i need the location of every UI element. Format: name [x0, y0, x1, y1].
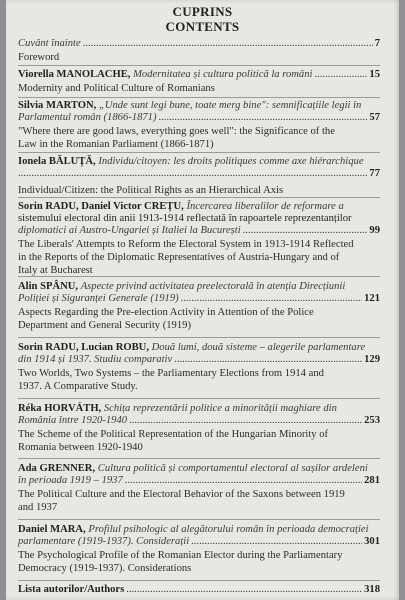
toc-entry[interactable] [18, 201, 380, 277]
separator [18, 197, 380, 198]
toc-entry-author: Sorin RADU, Daniel Victor CREȚU, [18, 201, 184, 212]
toc-entry-title: Individu/citoyen: les droits politiques comme axe hiérarchique [98, 156, 364, 167]
toc-entry-title-cont: Poliției și Siguranței Generale (1919) [18, 293, 179, 304]
toc-entry-ro [18, 415, 380, 427]
toc-entry-ro-line [18, 100, 380, 112]
leader-dots [181, 293, 362, 305]
toc-page-number: 15 [369, 69, 380, 80]
toc-entry-title: Încercarea liberalilor de reformare a [186, 201, 344, 212]
toc-entry-en-cont: 1937. A Comparative Study. [18, 381, 138, 392]
leader-dots [174, 354, 362, 366]
leader-dots [125, 475, 362, 487]
toc-entry-ro [18, 293, 380, 305]
toc-page-number: 57 [369, 112, 380, 123]
separator [18, 398, 380, 399]
toc-entry-en-cont: Law in the Romanian Parliament (1866-1871) [18, 139, 214, 150]
toc-entry-ro [18, 38, 380, 50]
toc-entry-en-cont: Italy at Bucharest [18, 265, 93, 276]
toc-page-number: 318 [364, 584, 380, 595]
toc-entry-title: Schița reprezentării politice a minorității maghiare din [103, 403, 337, 414]
toc-entry-en: The Scheme of the Political Representation of the Hungarian Minority of [18, 429, 329, 440]
toc-page-number: 129 [364, 354, 380, 365]
toc-entry-title: Cultura politică și comportamentul electoral al sașilor ardeleni [97, 463, 368, 474]
toc-page-number: 7 [374, 38, 380, 49]
toc-page-number: 301 [364, 536, 380, 547]
toc-entry-title-cont: diplomatici ai Austro-Ungariei și Italiei la București [18, 225, 241, 236]
toc-entry-en: Modernity and Political Culture of Romanians [18, 83, 215, 94]
toc-entry-title: Profilul psihologic al alegătorului român în perioada democrației [88, 524, 369, 535]
toc-entry[interactable] [18, 38, 380, 64]
leader-dots [126, 584, 362, 596]
toc-entry[interactable] [18, 100, 380, 151]
contents-title-ro: CUPRINS [172, 4, 233, 19]
toc-entry[interactable] [18, 584, 380, 596]
toc-entry-ro-line [18, 281, 380, 293]
toc-entry[interactable] [18, 156, 380, 197]
toc-entry-title: Cuvânt înainte [18, 38, 81, 49]
toc-entry[interactable] [18, 463, 380, 514]
leader-dots [83, 38, 373, 50]
toc-entry-en-cont: Romania between 1920-1940 [18, 442, 143, 453]
toc-entry-author: Alin SPÂNU, [18, 281, 79, 292]
toc-entry-author: Réka HORVÁTH, [18, 403, 102, 414]
toc-entry-ro [18, 112, 380, 124]
toc-entry-ro-line [18, 463, 380, 475]
toc-entry-en: Two Worlds, Two Systems – the Parliamentary Elections from 1914 and [18, 368, 324, 379]
toc-entry-en: Foreword [18, 52, 60, 63]
toc-entry-ro [18, 168, 380, 180]
toc-entry-author: Lista autorilor/Authors [18, 584, 125, 595]
toc-entry-ro [18, 584, 380, 596]
leader-dots [159, 112, 368, 124]
toc-entry-en: Individual/Citizen: the Political Rights as an Hierarchical Axis [18, 185, 284, 196]
leader-dots [18, 168, 367, 180]
leader-dots [129, 415, 362, 427]
separator [18, 65, 380, 66]
toc-entry-author: Ionela BĂLUȚĂ, [18, 156, 96, 167]
toc-entry-ro-line [18, 201, 380, 213]
toc-entry-author: Daniel MARA, [18, 524, 86, 535]
toc-entry[interactable] [18, 342, 380, 393]
toc-entry-author: Viorella MANOLACHE, [18, 69, 131, 80]
toc-entry-author: Silvia MARTON, [18, 100, 97, 111]
toc-entry-title-cont: parlamentare (1919-1937). Considerații [18, 536, 190, 547]
toc-entry-author: Sorin RADU, Lucian ROBU, [18, 342, 149, 353]
toc-entry-en-cont: and 1937 [18, 502, 58, 513]
separator [18, 97, 380, 98]
toc-entry-title: Modernitatea și cultura politică la români [133, 69, 313, 80]
toc-entry-ro-line [18, 156, 380, 168]
toc-entry-author: Ada GRENNER, [18, 463, 96, 474]
toc-entry-title-cont: Parlamentul român (1866-1871) [18, 112, 157, 123]
toc-entry-ro-line [18, 342, 380, 354]
toc-entry-en: The Liberals' Attempts to Reform the Electoral System in 1913-1914 Reflected [18, 239, 354, 250]
toc-entry-title: Aspecte privind activitatea preelectorală în atenția Direcțiunii [80, 281, 346, 292]
toc-entry-title: Două lumi, două sisteme – alegerile parlamentare [151, 342, 366, 353]
toc-page-number: 77 [369, 168, 380, 179]
toc-entry-en-cont: Democracy (1919-1937). Considerations [18, 563, 192, 574]
toc-entry-en-cont: Department and General Security (1919) [18, 320, 191, 331]
document-page [6, 0, 399, 600]
toc-page-number: 281 [364, 475, 380, 486]
toc-entry-en-cont: in the Reports of the Diplomatic Representatives of Austria-Hungary and of [18, 252, 340, 263]
toc-entry-ro-line [18, 524, 380, 536]
toc-entry-title-cont: din 1914 și 1937. Studiu comparativ [18, 354, 173, 365]
toc-entry-ro [18, 69, 380, 81]
separator [18, 337, 380, 338]
toc-entry-title: „Unde sunt legi bune, toate merg bine": semnificațiile legii în [98, 100, 362, 111]
toc-entry-ro-line [18, 403, 380, 415]
leader-dots [191, 536, 362, 548]
toc-entry-ro [18, 225, 380, 237]
toc-entry-title-cont: în perioada 1919 – 1937 [18, 475, 123, 486]
toc-entry-ro [18, 536, 380, 548]
toc-entry-en: Aspects Regarding the Pre-election Activity in Attention of the Police [18, 307, 314, 318]
contents-title-en: CONTENTS [165, 19, 240, 34]
toc-entry[interactable] [18, 403, 380, 454]
toc-entry-ro [18, 475, 380, 487]
separator [18, 519, 380, 520]
separator [18, 152, 380, 153]
toc-entry[interactable] [18, 281, 380, 332]
toc-entry-ro [18, 354, 380, 366]
separator [18, 458, 380, 459]
toc-page-number: 99 [369, 225, 380, 236]
toc-entry-en: The Political Culture and the Electoral Behavior of the Saxons between 1919 [18, 489, 345, 500]
toc-entry[interactable] [18, 69, 380, 95]
toc-page-number: 253 [364, 415, 380, 426]
toc-entry-en: The Psychological Profile of the Romanian Elector during the Parliamentary [18, 550, 343, 561]
toc-entry-title-cont: România între 1920-1940 [18, 415, 128, 426]
toc-entry-en: "Where there are good laws, everything goes well": the Significance of the [18, 126, 335, 137]
leader-dots [243, 225, 368, 237]
leader-dots [314, 69, 367, 81]
separator [18, 276, 380, 277]
toc-entry[interactable] [18, 524, 380, 575]
toc-page-number: 121 [364, 293, 380, 304]
separator [18, 580, 380, 581]
toc-entry-title-cont: sistemului electoral din anii 1913-1914 reflectată în rapoartele reprezentanților [18, 213, 352, 224]
